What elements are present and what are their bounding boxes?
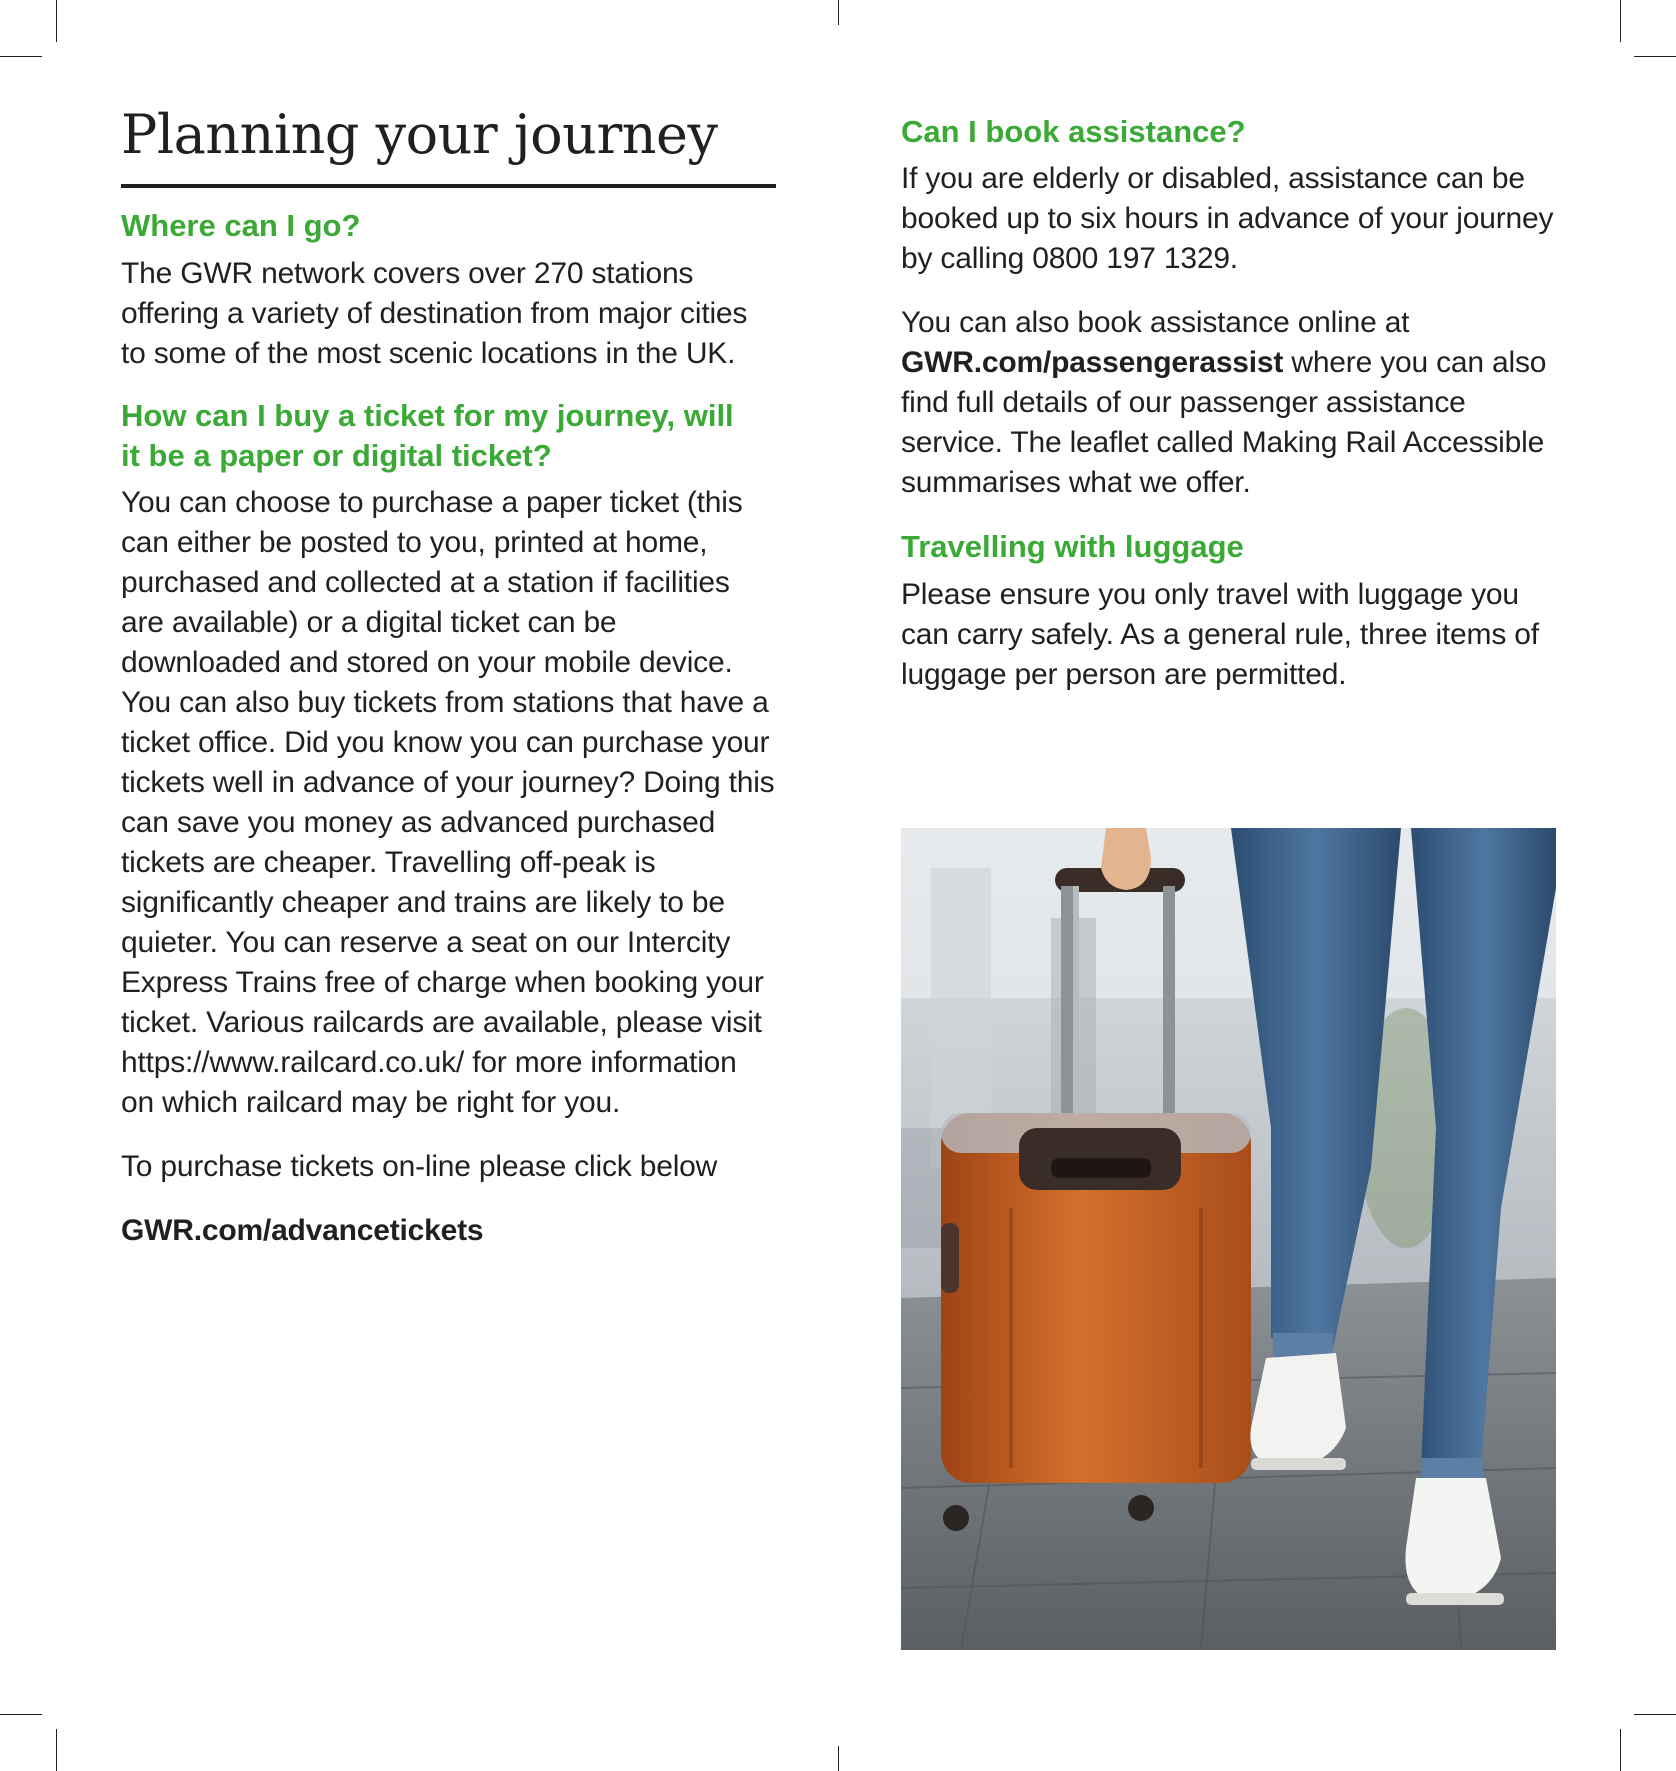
heading-where-can-i-go: Where can I go?	[121, 208, 361, 243]
assistance-body-2-pre: You can also book assistance online at	[901, 306, 1410, 339]
heading-buy-ticket: How can I buy a ticket for my journey, will it be a paper or digital ticket?	[121, 398, 734, 473]
photo-illustration	[901, 828, 1556, 1650]
assistance-body-1: If you are elderly or disabled, assistance can be booked up to six hours in advance of your journey by calling 0800 197 1329.	[901, 162, 1554, 275]
purchase-body: To purchase tickets on-line please click below	[121, 1150, 718, 1183]
passenger-assist-link[interactable]: GWR.com/passengerassist	[901, 346, 1284, 379]
heading-book-assistance: Can I book assistance?	[901, 114, 1246, 149]
crop-mark	[0, 56, 42, 57]
assistance-body-2-post: where you can also find full details of our passenger assistance service. The leaflet called Making Rail Accessible summarises what we offer.	[901, 346, 1547, 499]
crop-mark	[56, 0, 57, 42]
crop-mark	[1634, 56, 1676, 57]
crop-mark	[838, 1746, 839, 1771]
advance-tickets-link[interactable]: GWR.com/advancetickets	[121, 1214, 484, 1247]
luggage-body: Please ensure you only travel with luggage you can carry safely. As a general rule, three items of luggage per person are permitted.	[901, 578, 1539, 691]
ticket-body: You can choose to purchase a paper ticket (this can either be posted to you, printed at home, purchased and collected at a station if facilities are available) or a digital ticket can be downloaded and stored on your mobile device. You can also buy tickets from stations that have a ticket office. Did you know you can purchase your tickets well in advance of your journey? Doing this can save you money as advanced purchased tickets are cheaper. Travelling off-peak is significantly cheaper and trains are likely to be quieter. You can reserve a seat on our Intercity Express Trains free of charge when booking your ticket. Various railcards are available, please visit https://www.railcard.co.uk/ for more information on which railcard may be right for you.	[121, 486, 775, 1119]
crop-mark	[0, 1714, 42, 1715]
page-title: Planning your journey	[121, 108, 776, 188]
left-column	[121, 103, 776, 1251]
heading-travelling-luggage: Travelling with luggage	[901, 529, 1244, 564]
where-body: The GWR network covers over 270 stations offering a variety of destination from major cities to some of the most scenic locations in the UK.	[121, 257, 748, 370]
crop-mark	[56, 1729, 57, 1771]
crop-mark	[1634, 1714, 1676, 1715]
crop-mark	[838, 0, 839, 25]
crop-mark	[1620, 1729, 1621, 1771]
luggage-photo	[901, 828, 1556, 1650]
crop-mark	[1620, 0, 1621, 42]
assistance-body-2	[901, 303, 1556, 503]
right-column	[901, 112, 1556, 695]
